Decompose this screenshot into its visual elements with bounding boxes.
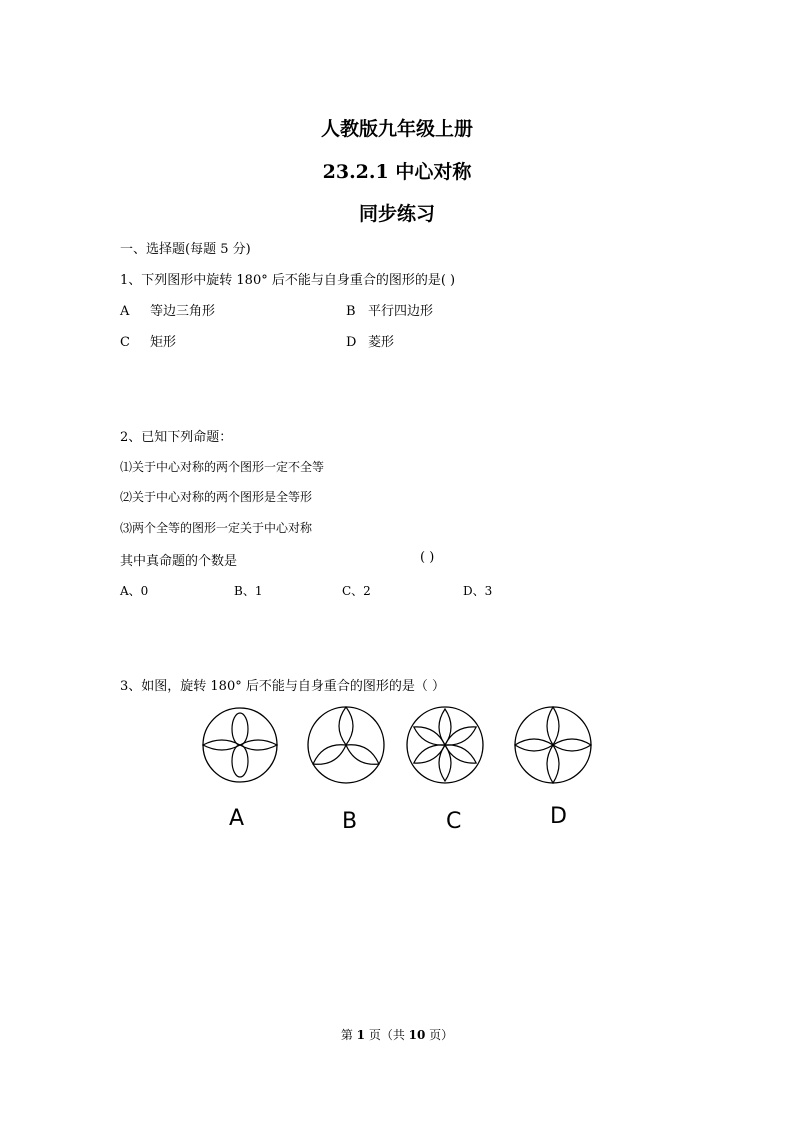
- q1-option-letter: D: [346, 335, 357, 350]
- q1-option-d: [346, 331, 394, 350]
- q1-option-text: 平行四边形: [368, 304, 434, 319]
- figure-b-drawing: [307, 706, 385, 784]
- q2-option-a: A、0: [120, 584, 149, 598]
- footer-suffix: 页）: [425, 1028, 454, 1042]
- q2-statement-2: ⑵关于中心对称的两个图形是全等形: [120, 490, 313, 504]
- q2-stem: 2、已知下列命题：: [120, 430, 233, 445]
- q1-option-text: 矩形: [150, 335, 177, 350]
- footer-page-number: 1: [356, 1028, 365, 1042]
- section-heading: 一、选择题(每题 5 分): [120, 242, 251, 257]
- figure-a-drawing: [202, 707, 278, 783]
- footer-middle: 页（共: [365, 1028, 409, 1042]
- q1-stem: 1、下列图形中旋转 180° 后不能与自身重合的图形的是( ): [120, 273, 456, 288]
- footer-total-pages: 10: [408, 1028, 426, 1042]
- footer-prefix: 第: [340, 1028, 357, 1042]
- figure-c-drawing: [406, 706, 484, 784]
- page-footer: [0, 1026, 794, 1043]
- q2-statement-3: ⑶两个全等的图形一定关于中心对称: [120, 521, 313, 535]
- q1-option-letter: C: [120, 335, 130, 350]
- q1-option-letter: B: [346, 304, 356, 319]
- q2-statement-1: ⑴关于中心对称的两个图形一定不全等: [120, 460, 325, 474]
- q1-option-c: [120, 331, 176, 350]
- exercise-title: 同步练习: [358, 203, 435, 225]
- figure-c-label: C: [446, 809, 462, 834]
- q2-question: 其中真命题的个数是: [120, 554, 238, 569]
- q3-stem: 3、如图，旋转 180° 后不能与自身重合的图形的是（ ）: [120, 679, 445, 694]
- figure-d-label: D: [550, 804, 567, 829]
- q1-option-text: 菱形: [368, 335, 395, 350]
- q2-option-b: B、1: [234, 584, 263, 598]
- q1-option-letter: A: [120, 304, 130, 319]
- q2-blank: ( ): [420, 550, 435, 565]
- figure-d-drawing: [514, 706, 592, 784]
- q1-option-text: 等边三角形: [150, 304, 216, 319]
- q2-option-c: C、2: [342, 584, 371, 598]
- page-title: 人教版九年级上册: [320, 118, 473, 140]
- figure-a-label: A: [229, 806, 245, 831]
- q1-option-b: [346, 300, 433, 319]
- q1-option-a: [120, 300, 215, 319]
- figure-b-label: B: [342, 809, 358, 834]
- lesson-title: 23.2.1 中心对称: [322, 161, 472, 183]
- q2-option-d: D、3: [463, 584, 493, 598]
